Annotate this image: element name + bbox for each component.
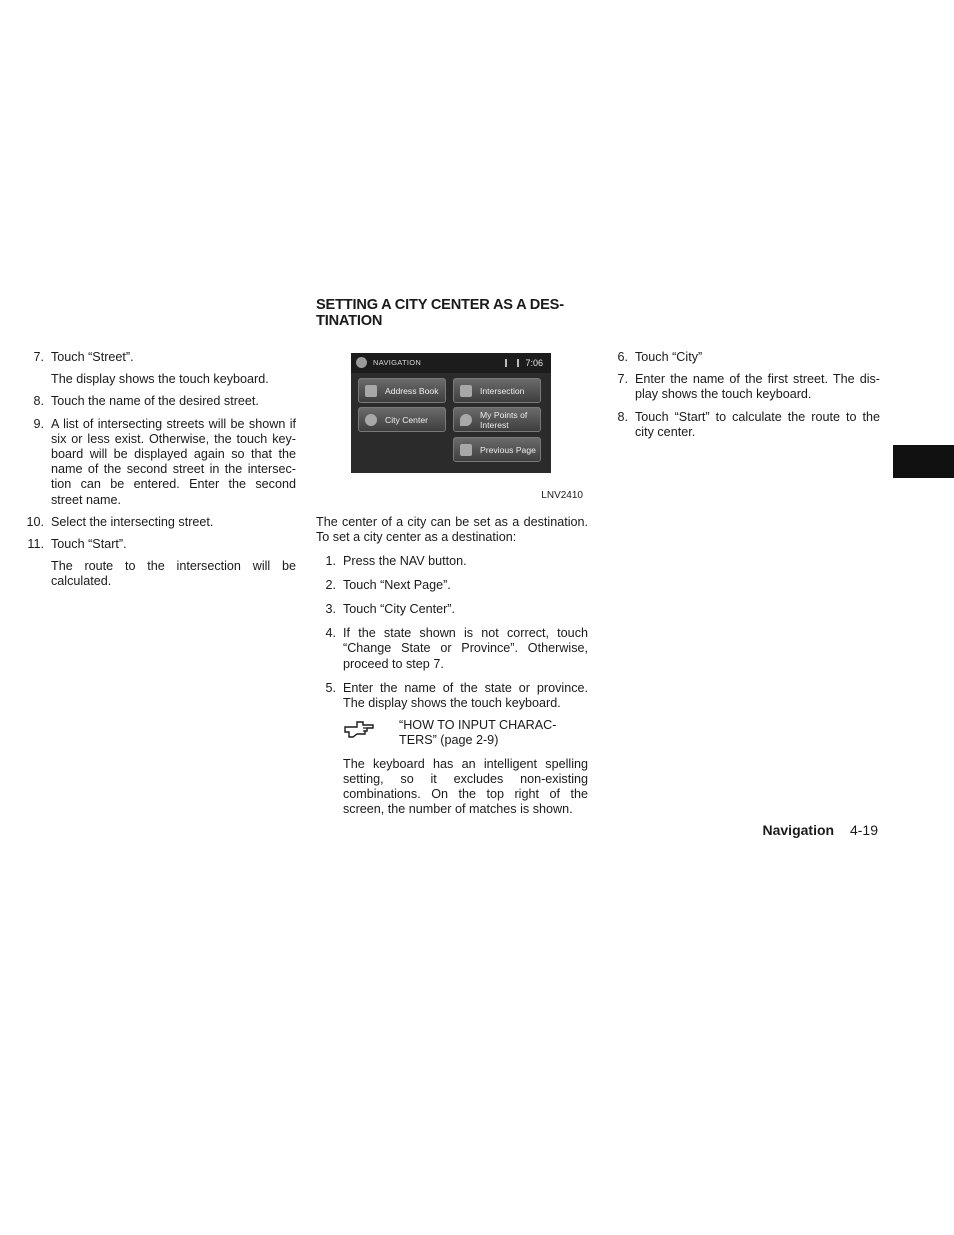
list-item: 2. Touch “Next Page”. [325,577,451,592]
city-icon [365,414,377,426]
list-item-note: The display shows the touch keyboard. [51,372,269,387]
list-item: 5. Enter the name of the state or province. The display shows the touch keyboard. [325,680,588,711]
list-item: 10. Select the intersecting street. [26,514,214,529]
list-item: 8. Touch the name of the desired street. [33,394,259,409]
list-item: 7. Enter the name of the first street. The dis-play shows the touch keyboard. [617,372,880,402]
location-pin-icon [460,414,472,426]
chapter-tab [893,445,954,478]
signal-icon [505,359,519,367]
list-item: 1. Press the NAV button. [325,553,467,568]
page-number: 4-19 [849,822,878,838]
list-item: 9. A list of intersecting streets will be shown if six or less exist. Otherwise, the touch key-board will be displayed again so that the name of the second street in the intersec-tion can be entered. Enter the second street name. [33,416,296,507]
city-center-button[interactable]: City Center [358,407,446,432]
address-book-button[interactable]: Address Book [358,378,446,403]
previous-page-button[interactable]: Previous Page [453,437,541,462]
list-item: 6. Touch “City” [617,350,703,364]
keyboard-note: The keyboard has an intelligent spelling setting, so it excludes non-existing combinations. On the top right of the screen, the number of matches is shown. [343,756,588,817]
list-item: 3. Touch “City Center”. [325,602,455,617]
screen-title: NAVIGATION [373,358,422,367]
intersection-icon [460,385,472,397]
section-heading: SETTING A CITY CENTER AS A DES-TINATION [316,297,564,329]
page-reference: “HOW TO INPUT CHARAC-TERS” (page 2-9) [343,718,588,748]
left-column [24,350,296,597]
navigation-screen-figure [351,353,551,473]
right-column [608,350,880,447]
back-arrow-icon [460,444,472,456]
list-item: 8. Touch “Start” to calculate the route to the city center. [617,409,880,439]
page-footer [763,822,879,838]
screen-status-bar [351,353,551,373]
intro-paragraph: The center of a city can be set as a destination. To set a city center as a destination: [316,515,588,545]
list-item-note: The route to the intersection will be calculated. [51,559,296,589]
intersection-button[interactable]: Intersection [453,378,541,403]
list-item: 11. Touch “Start”. [27,537,127,552]
footer-section: Navigation [762,822,835,838]
figure-code: LNV2410 [541,490,583,501]
middle-column [316,297,588,824]
book-icon [365,385,377,397]
pointing-hand-icon [343,718,399,748]
list-item: 7. Touch “Street”. [33,350,134,364]
list-item: 4. If the state shown is not correct, touch “Change State or Province”. Otherwise, proceed to step 7. [325,626,588,671]
points-of-interest-button[interactable]: My Points of Interest [453,407,541,432]
nav-logo-icon [356,357,367,368]
screen-clock: 7:06 [525,358,543,368]
